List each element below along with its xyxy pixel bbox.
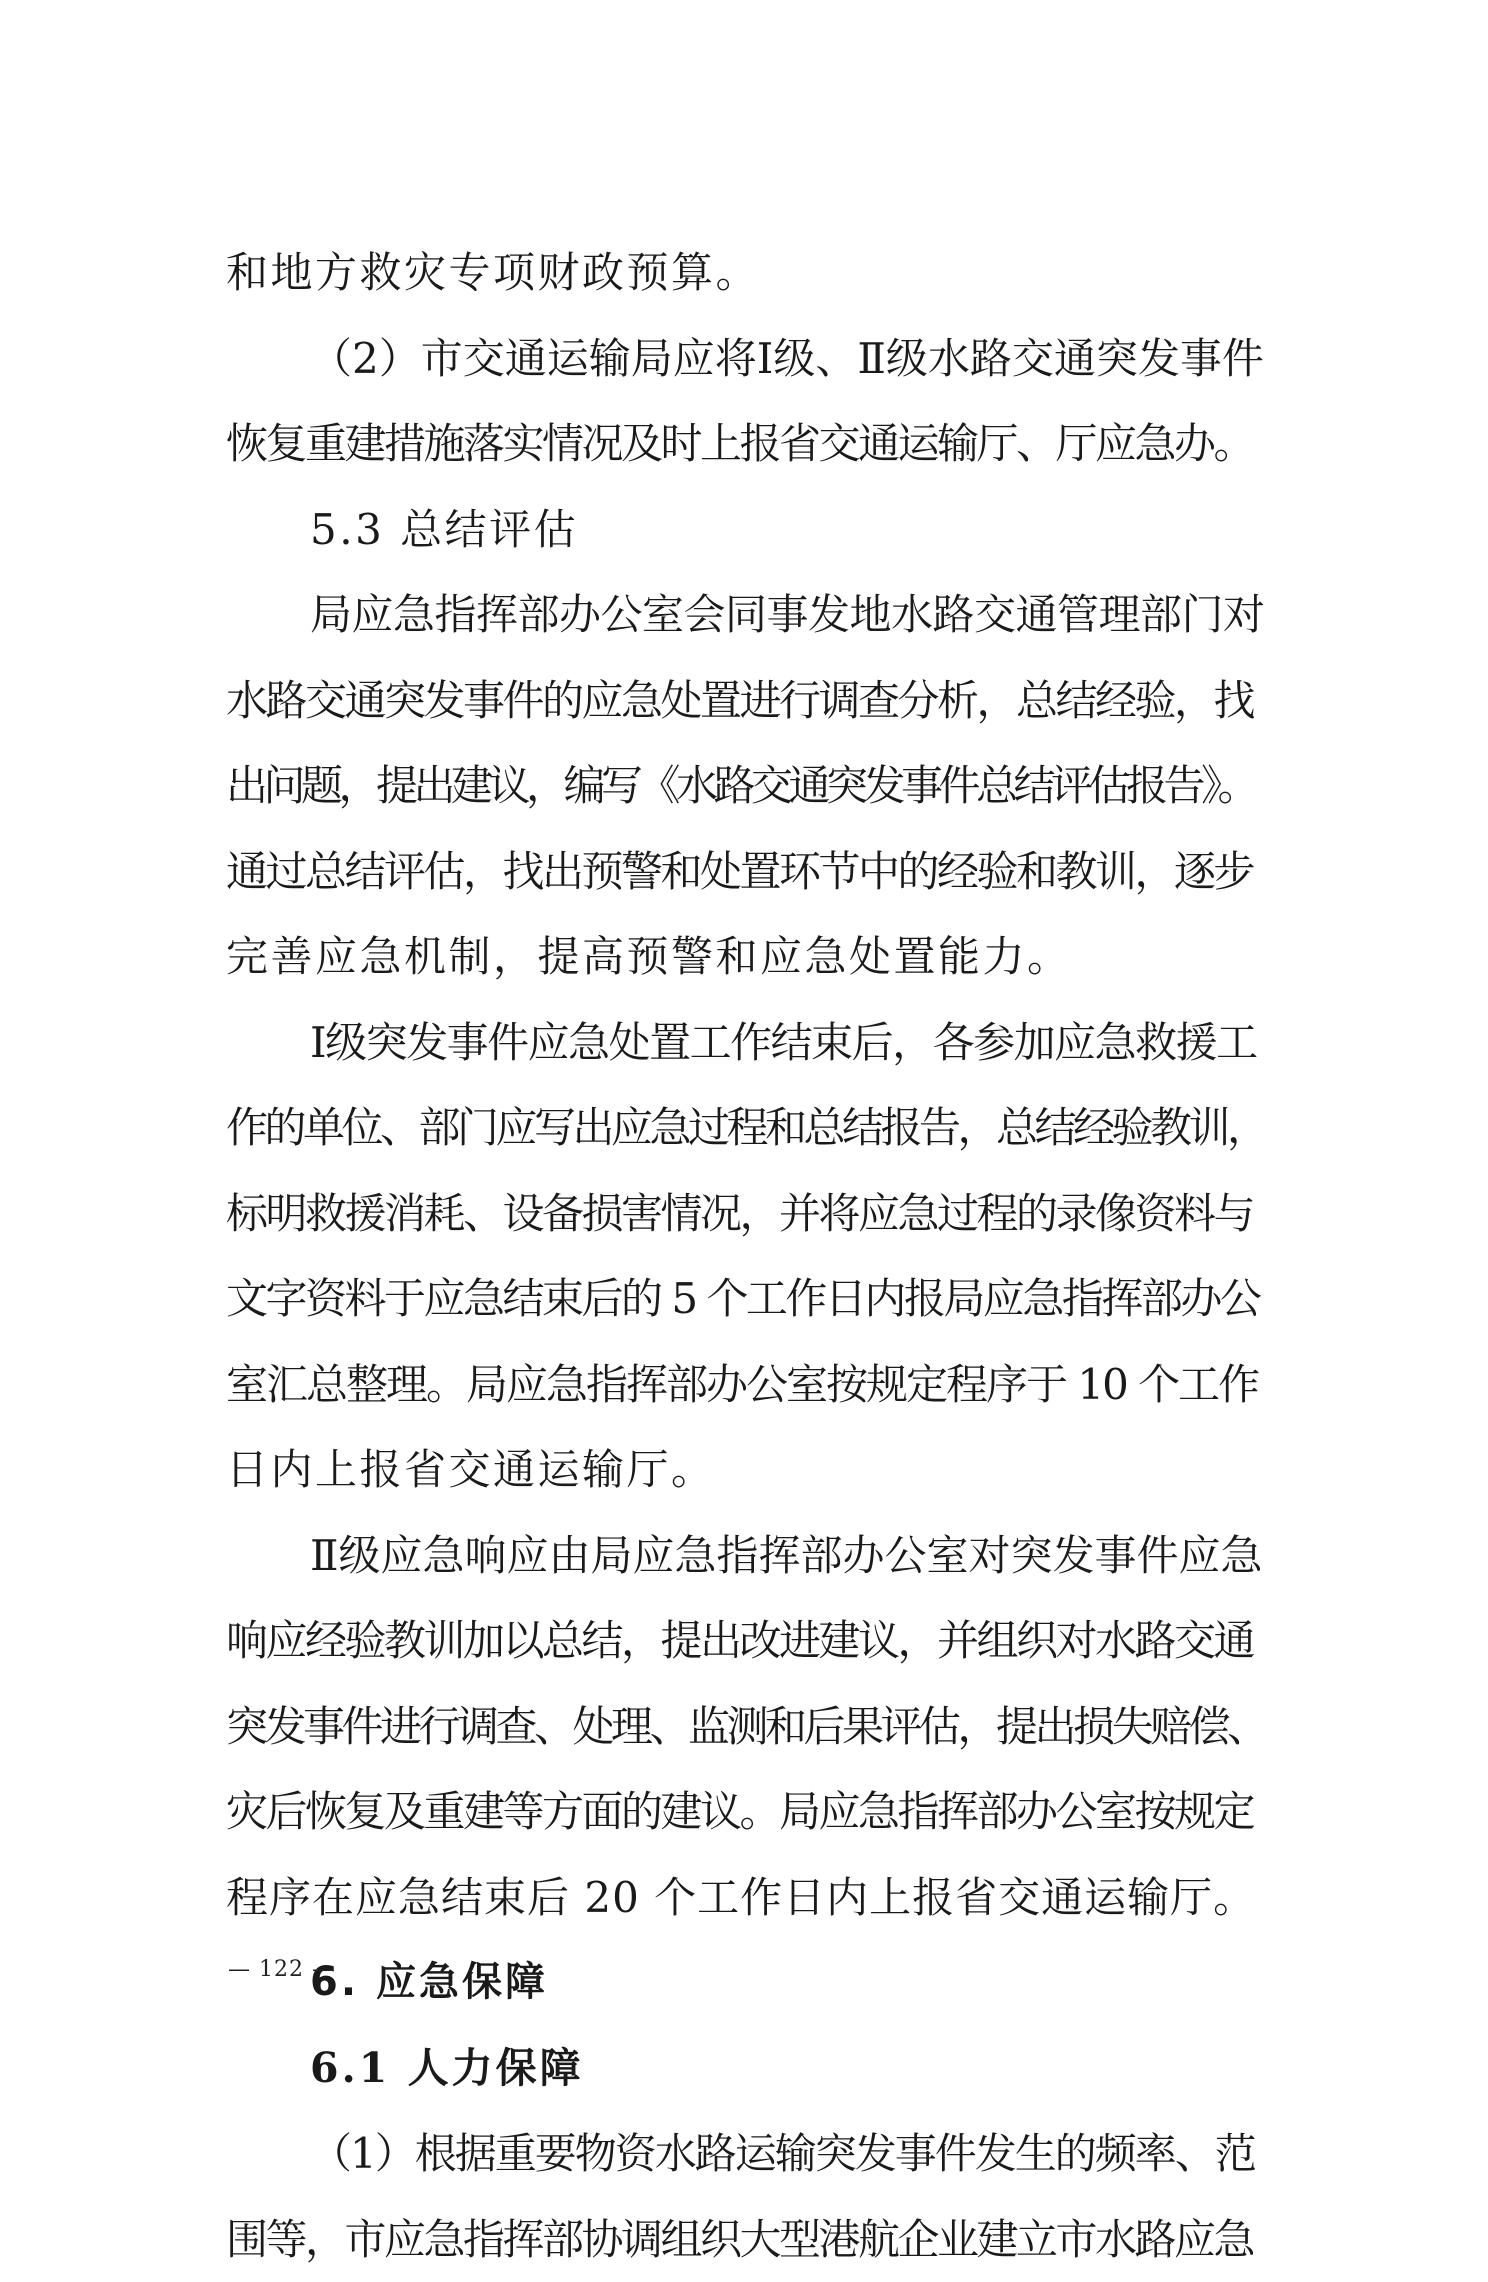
text-line: 灾后恢复及重建等方面的建议。局应急指挥部办公室按规定 bbox=[226, 1769, 1266, 1855]
text-line: 程序在应急结束后 20 个工作日内上报省交通运输厅。 bbox=[226, 1855, 1266, 1941]
text-line: 围等，市应急指挥部协调组织大型港航企业建立市水路应急 bbox=[226, 2197, 1266, 2282]
text-line: 日内上报省交通运输厅。 bbox=[226, 1427, 1266, 1513]
text-line: 水路交通突发事件的应急处置进行调查分析，总结经验，找 bbox=[226, 658, 1266, 744]
section-heading: 6. 应急保障 bbox=[226, 1940, 1266, 2026]
document-body bbox=[226, 230, 1266, 2282]
text-line: 局应急指挥部办公室会同事发地水路交通管理部门对 bbox=[226, 572, 1266, 658]
text-line: 作的单位、部门应写出应急过程和总结报告，总结经验教训， bbox=[226, 1085, 1266, 1171]
text-line: Ⅰ级突发事件应急处置工作结束后，各参加应急救援工 bbox=[226, 1000, 1266, 1086]
text-line: （2）市交通运输局应将Ⅰ级、Ⅱ级水路交通突发事件 bbox=[226, 316, 1266, 402]
text-line: 出问题，提出建议，编写《水路交通突发事件总结评估报告》。 bbox=[226, 743, 1266, 829]
text-line: 突发事件进行调查、处理、监测和后果评估，提出损失赔偿、 bbox=[226, 1684, 1266, 1770]
text-line: 响应经验教训加以总结，提出改进建议，并组织对水路交通 bbox=[226, 1598, 1266, 1684]
text-line: Ⅱ级应急响应由局应急指挥部办公室对突发事件应急 bbox=[226, 1513, 1266, 1599]
page-number: — 122 — bbox=[228, 1957, 335, 1982]
text-line: 和地方救灾专项财政预算。 bbox=[226, 230, 1266, 316]
text-line: 恢复重建措施落实情况及时上报省交通运输厅、厅应急办。 bbox=[226, 401, 1266, 487]
text-line: 文字资料于应急结束后的 5 个工作日内报局应急指挥部办公 bbox=[226, 1256, 1266, 1342]
text-line: 室汇总整理。局应急指挥部办公室按规定程序于 10 个工作 bbox=[226, 1342, 1266, 1428]
text-line: 完善应急机制，提高预警和应急处置能力。 bbox=[226, 914, 1266, 1000]
text-line: （1）根据重要物资水路运输突发事件发生的频率、范 bbox=[226, 2111, 1266, 2197]
text-line: 5.3 总结评估 bbox=[226, 487, 1266, 573]
subsection-heading: 6.1 人力保障 bbox=[226, 2026, 1266, 2112]
text-line: 标明救援消耗、设备损害情况，并将应急过程的录像资料与 bbox=[226, 1171, 1266, 1257]
text-line: 通过总结评估，找出预警和处置环节中的经验和教训，逐步 bbox=[226, 829, 1266, 915]
